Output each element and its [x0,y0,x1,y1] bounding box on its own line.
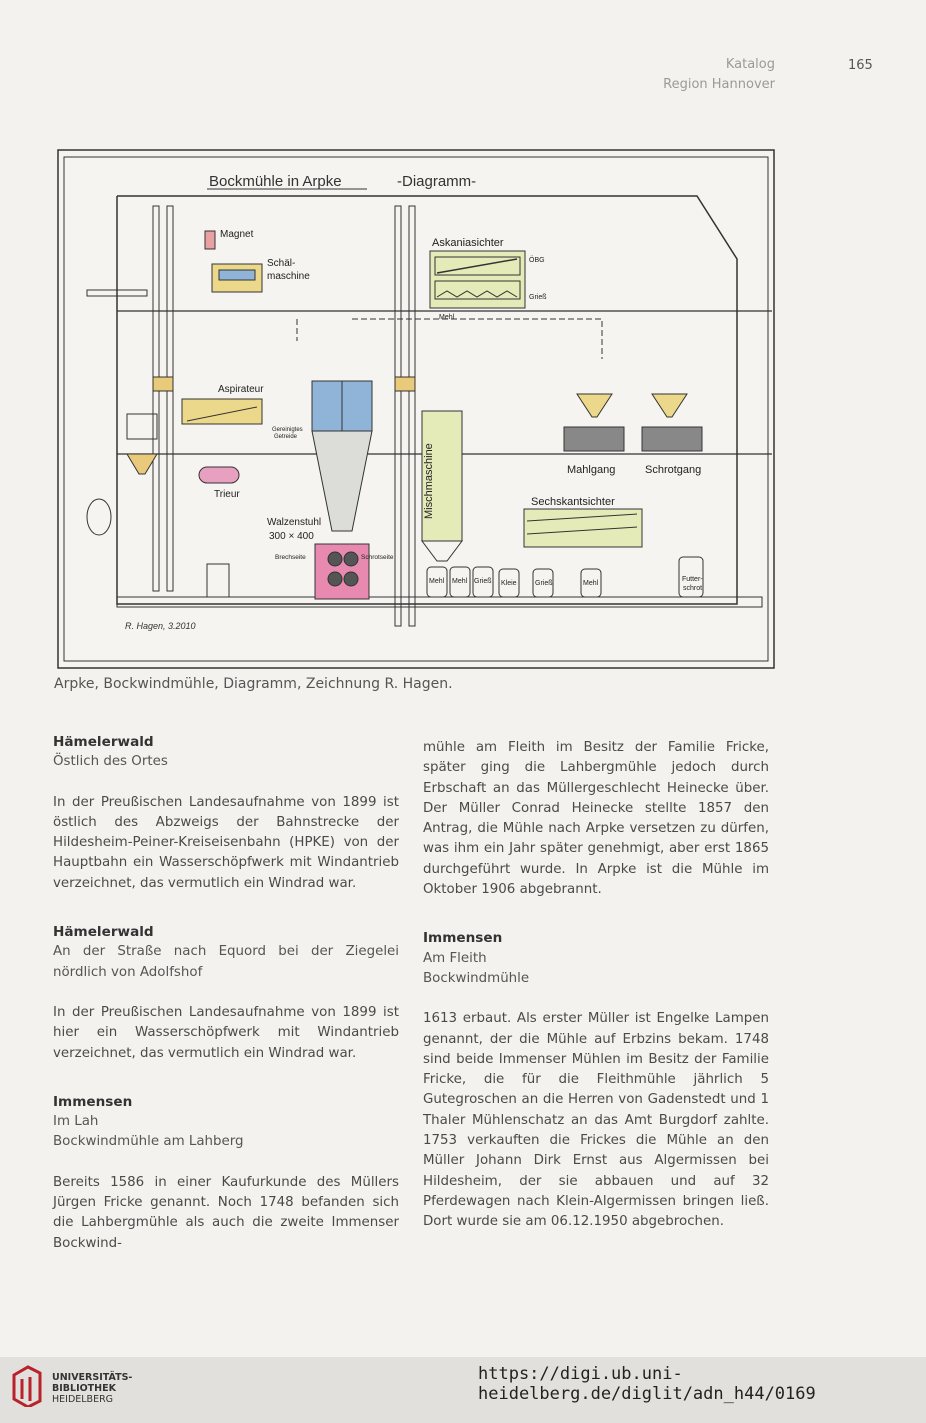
label-schael-2: maschine [267,271,310,282]
label-trieur: Trieur [214,489,240,500]
entry-location: Im Lah [53,1114,99,1130]
label-mehl-top: Mehl [439,314,455,321]
label-aspirateur: Aspirateur [218,384,264,395]
label-futter-1: Futter- [682,576,703,583]
label-magnet: Magnet [220,229,254,240]
label-askaniasichter: Askaniasichter [432,237,504,249]
running-header-region: Region Hannover [663,77,775,92]
mill-diagram [57,149,775,669]
entry-text: 1613 erbaut. Als erster Müller ist Engelke Lampen genannt, der die Mühle auf Erbzins bekam. 1748 sind beide Immenser Mühlen im Besitz der Familie Fricke, die für die Fleithmühle jährlich 5 Gutegroschen an die Herren von Gadenstedt und 1 Thaler Mühlenschatz an das Amt Burgdorf zahlte. 1753 verkauften die Frickes die Mühle an den Müller Johann Dirk Ernst aus Algermissen bei Hildesheim, der sie abbauen und auf 32 Pferdewagen nach Klein-Algermissen bringen ließ. Dort wurde sie am 06.12.1950 abgebrochen. [423,1011,769,1230]
entry-type: Bockwindmühle am Lahberg [53,1134,244,1150]
label-schrotgang: Schrotgang [645,464,702,476]
entry-text-continued: mühle am Fleith im Besitz der Familie Fricke, später ging die Lahbergmühle jedoch durch Erbschaft an das Müllergeschlecht Heinecke über. Der Müller Conrad Heinecke stellte 1857 den Antrag, die Mühle nach Arpke versetzen zu dürfen, was ihm ein Jahr später genehmigt, aber erst 1865 durchgeführt wurde. In Arpke ist die Mühle im Oktober 1906 abgebrannt. [423,740,769,898]
label-schrotseite: Schrotseite [361,554,394,561]
label-sack-mehl-2: Mehl [452,578,468,585]
entry-text: Bereits 1586 in einer Kaufurkunde des Müllers Jürgen Fricke genannt. Noch 1748 befanden sich die Lahbergmühle als auch die zweite Immenser Bockwind- [53,1174,399,1251]
label-gereinigtes-2: Getreide [274,434,298,440]
left-column [53,732,399,1254]
running-header-section: Katalog [725,57,775,72]
label-sack-mehl-3: Mehl [583,580,599,587]
diagram-signature: R. Hagen, 3.2010 [125,621,196,631]
label-schael-1: Schäl- [267,258,296,269]
figure-caption: Arpke, Bockwindmühle, Diagramm, Zeichnung R. Hagen. [54,676,453,692]
label-walzen-size: 300 × 400 [269,531,314,542]
label-sack-griess-1: Grieß [474,578,492,585]
label-futter-2: schrot [683,585,703,592]
label-griess-top: Grieß [529,294,547,301]
library-logo-icon [10,1365,44,1407]
label-sack-kleie: Kleie [501,580,517,587]
library-name-line2: BIBLIOTHEK [52,1383,116,1394]
library-name [52,1372,132,1405]
mill-diagram-figure [57,149,775,669]
label-sechskantsichter: Sechskantsichter [531,496,615,508]
entry-text: In der Preußischen Landesaufnahme von 1899 ist östlich des Abzweigs der Bahnstrecke der Hildesheim-Peiner-Kreiseisenbahn (HPKE) von der Hauptbahn ein Wasserschöpfwerk mit Windantrieb verzeichnet, das vermutlich ein Windrad war. [53,794,399,891]
library-name-line3: HEIDELBERG [52,1394,114,1405]
label-gereinigtes-1: Gereinigtes [272,427,303,433]
page-number: 165 [848,58,873,73]
label-oeg: ÖBG [529,257,545,264]
entry-title: Immensen [423,930,503,947]
entry-location: Am Fleith [423,950,487,966]
source-url-link[interactable]: https://digi.ub.uni-heidelberg.de/diglit/adn_h44/0169 [478,1364,816,1404]
entry-location: Östlich des Ortes [53,754,168,770]
diagram-title: Bockmühle in Arpke [209,173,342,190]
entry-location: An der Straße nach Equord bei der Ziegelei nördlich von Adolfshof [53,944,399,980]
entry-type: Bockwindmühle [423,970,530,986]
label-brechseite: Brechseite [275,554,306,561]
right-column [423,738,769,1233]
label-sack-griess-2: Grieß [535,580,553,587]
label-mahlgang: Mahlgang [567,464,616,476]
label-walzenstuhl: Walzenstuhl [267,517,322,528]
entry-title: Hämelerwald [53,924,154,941]
entry-title: Hämelerwald [53,734,154,750]
entry-text: In der Preußischen Landesaufnahme von 1899 ist hier ein Wasserschöpfwerk mit Windantrieb verzeichnet, das vermutlich ein Windrad war. [53,1004,399,1061]
library-name-line1: UNIVERSITÄTS- [52,1372,133,1383]
label-mischmaschine: Mischmaschine [423,443,435,519]
diagram-subtitle: -Diagramm- [397,173,477,190]
entry-title: Immensen [53,1093,133,1110]
label-sack-mehl-1: Mehl [429,578,445,585]
